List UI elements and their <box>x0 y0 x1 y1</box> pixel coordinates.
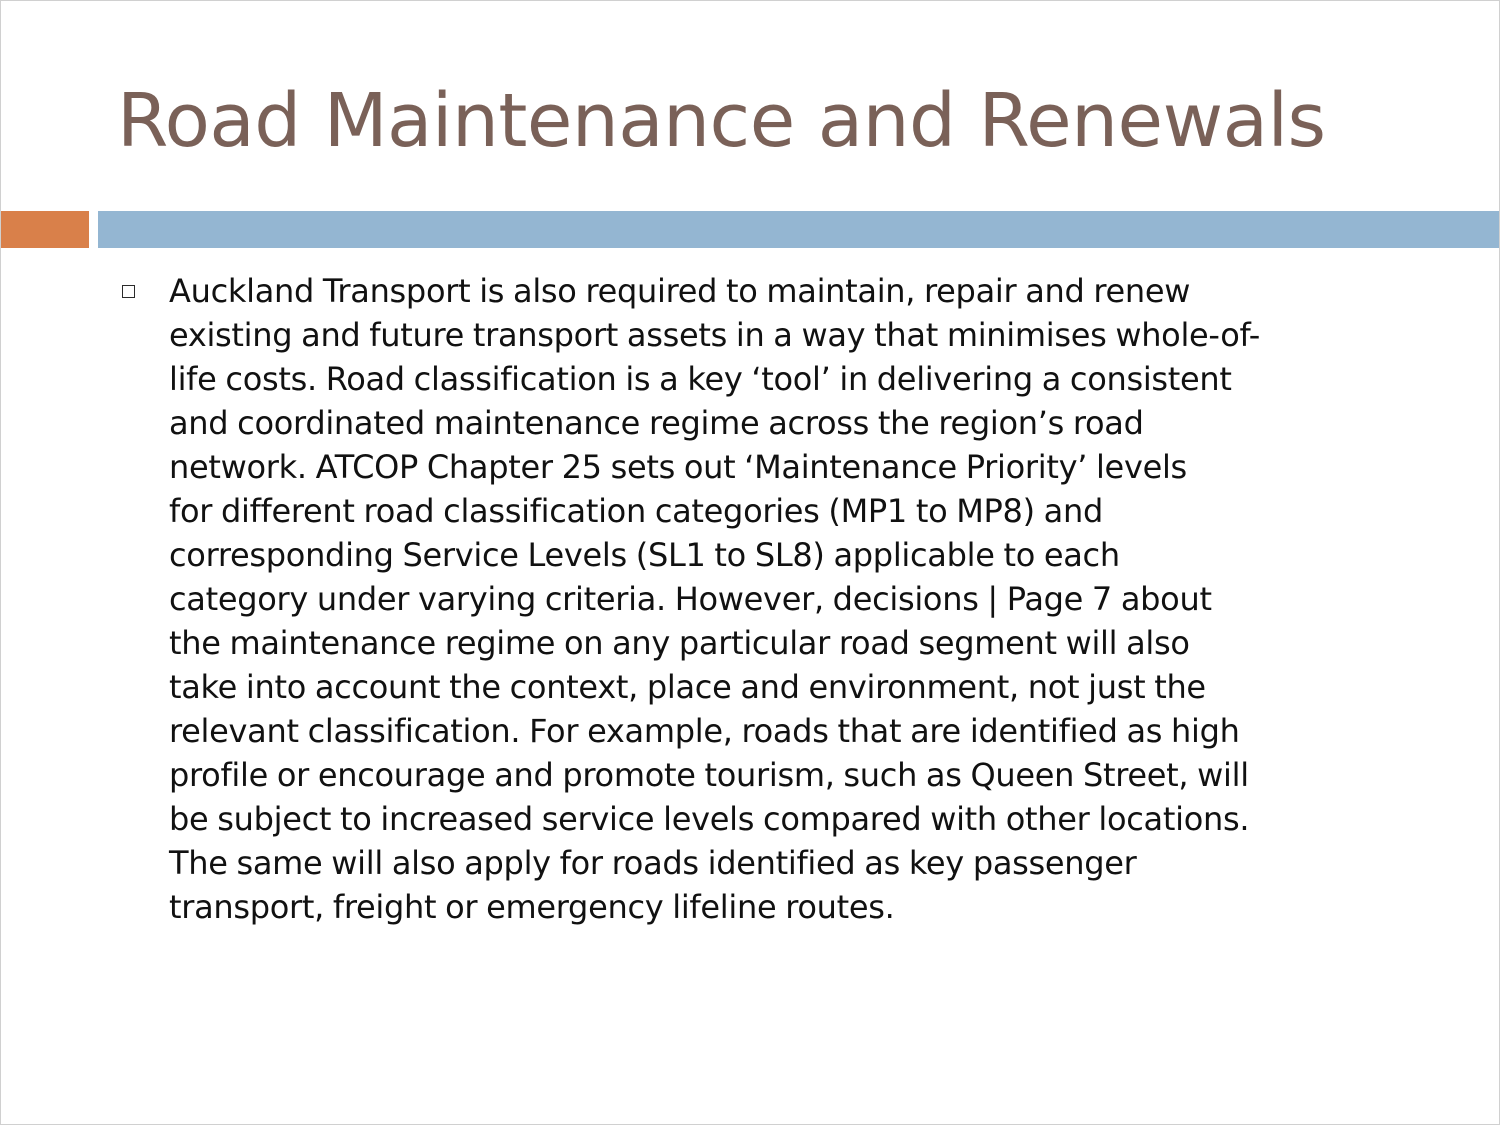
text-line: be subject to increased service levels compared with other locations. <box>169 800 1250 838</box>
accent-bar-orange <box>1 211 89 248</box>
slide-title: Road Maintenance and Renewals <box>117 78 1326 164</box>
text-line: for different road classification categories (MP1 to MP8) and <box>169 492 1103 530</box>
accent-bar-blue <box>98 211 1500 248</box>
text-line: relevant classification. For example, roads that are identified as high <box>169 712 1240 750</box>
text-line: transport, freight or emergency lifeline routes. <box>169 888 895 926</box>
text-line: life costs. Road classification is a key ‘tool’ in delivering a consistent <box>169 360 1232 398</box>
text-line: and coordinated maintenance regime across the region’s road <box>169 404 1144 442</box>
text-line: corresponding Service Levels (SL1 to SL8) applicable to each <box>169 536 1120 574</box>
text-line: Auckland Transport is also required to maintain, repair and renew <box>169 272 1191 310</box>
bullet-text <box>169 269 1431 929</box>
text-line: existing and future transport assets in a way that minimises whole-of- <box>169 316 1261 354</box>
text-line: the maintenance regime on any particular road segment will also <box>169 624 1190 662</box>
text-line: network. ATCOP Chapter 25 sets out ‘Maintenance Priority’ levels <box>169 448 1187 486</box>
text-line: The same will also apply for roads identified as key passenger <box>169 844 1137 882</box>
text-line: profile or encourage and promote tourism, such as Queen Street, will <box>169 756 1249 794</box>
hollow-square-icon <box>122 285 135 298</box>
text-line: take into account the context, place and environment, not just the <box>169 668 1206 706</box>
text-line: category under varying criteria. However, decisions | Page 7 about <box>169 580 1212 618</box>
